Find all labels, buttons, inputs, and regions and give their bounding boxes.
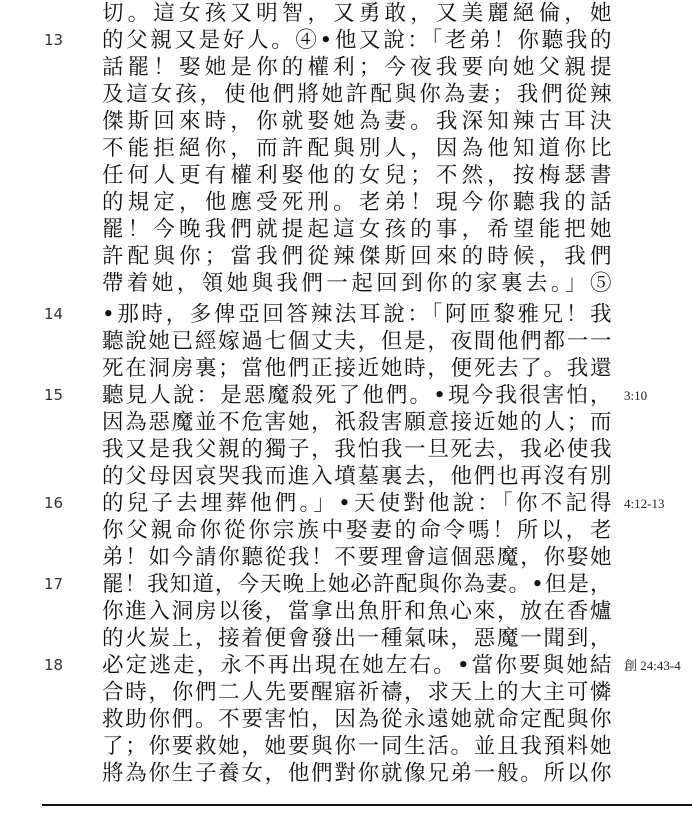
text-line: 話罷！娶她是你的權利；今夜我要向她父親提 [102, 55, 612, 80]
text-line: 你父親命你從你宗族中娶妻的命令嗎！所以，老 [102, 518, 612, 543]
text-line: 將為你生子養女，他們對你就像兄弟一般。所以你 [102, 761, 612, 786]
text-line: 傑斯回來時，你就娶她為妻。我深知辣古耳決 [102, 109, 612, 134]
text-line: 的規定，他應受死刑。老弟！現今你聽我的話 [102, 190, 612, 215]
text-line: 死在洞房裏；當他們正接近她時，便死去了。我還 [102, 356, 612, 381]
text-line: 聽說她已經嫁過七個丈夫，但是，夜間他們都一一 [102, 329, 612, 354]
verse-number: 16 [44, 494, 64, 512]
text-line: 弟！如今請你聽從我！不要理會這個惡魔，你娶她 [102, 545, 612, 570]
text-line: 不能拒絕你，而許配與別人，因為他知道你比 [102, 136, 612, 161]
text-line: 因為惡魔並不危害她，祇殺害願意接近她的人；而 [102, 410, 612, 435]
text-line: 聽見人說：是惡魔殺死了他們。•現今我很害怕， [102, 383, 612, 408]
verse-number: 15 [44, 386, 64, 404]
text-line: 合時，你們二人先要醒寤祈禱，求天上的大主可憐 [102, 680, 612, 705]
verse-number: 13 [44, 31, 64, 49]
text-line: 罷！我知道，今天晚上她必許配與你為妻。•但是， [102, 572, 612, 597]
text-line: 許配與你；當我們從辣傑斯回來的時候，我們 [102, 244, 612, 269]
footer-rule [42, 804, 692, 806]
text-line: 你進入洞房以後，當拿出魚肝和魚心來，放在香爐 [102, 599, 612, 624]
text-line: 我又是我父親的獨子，我怕我一旦死去，我必使我 [102, 437, 612, 462]
text-line: 切。這女孩又明智，又勇敢，又美麗絕倫，她 [102, 1, 612, 26]
text-line: 任何人更有權利娶他的女兒；不然，按梅瑟書 [102, 163, 612, 188]
verse-number: 17 [44, 575, 64, 593]
text-line: 罷！今晚我們就提起這女孩的事，希望能把她 [102, 217, 612, 242]
cross-reference: 3:10 [624, 388, 648, 403]
text-line: 的父母因哀哭我而進入墳墓裏去，他們也再沒有別 [102, 464, 612, 489]
verse-number: 18 [44, 656, 64, 674]
text-line: 的火炭上，接着便會發出一種氣味，惡魔一聞到， [102, 626, 612, 651]
text-line: 的兒子去埋葬他們。」•天使對他說：「你不記得 [102, 491, 612, 516]
cross-reference: 4:12-13 [624, 496, 665, 511]
text-line: •那時，多俾亞回答辣法耳說：「阿匝黎雅兄！我 [102, 302, 612, 327]
cross-reference: 創 24:43-4 [624, 658, 681, 673]
text-line: 了；你要救她，她要與你一同生活。並且我預料她 [102, 734, 612, 759]
text-line: 及這女孩，使他們將她許配與你為妻；我們從辣 [102, 82, 612, 107]
text-line: 帶着她，領她與我們一起回到你的家裏去。」⑤ [102, 271, 612, 296]
text-line: 的父親又是好人。④•他又說：「老弟！你聽我的 [102, 28, 612, 53]
text-line: 救助你們。不要害怕，因為從永遠她就命定配與你 [102, 707, 612, 732]
text-line: 必定逃走，永不再出現在她左右。•當你要與她結 [102, 653, 612, 678]
verse-number: 14 [44, 305, 64, 323]
